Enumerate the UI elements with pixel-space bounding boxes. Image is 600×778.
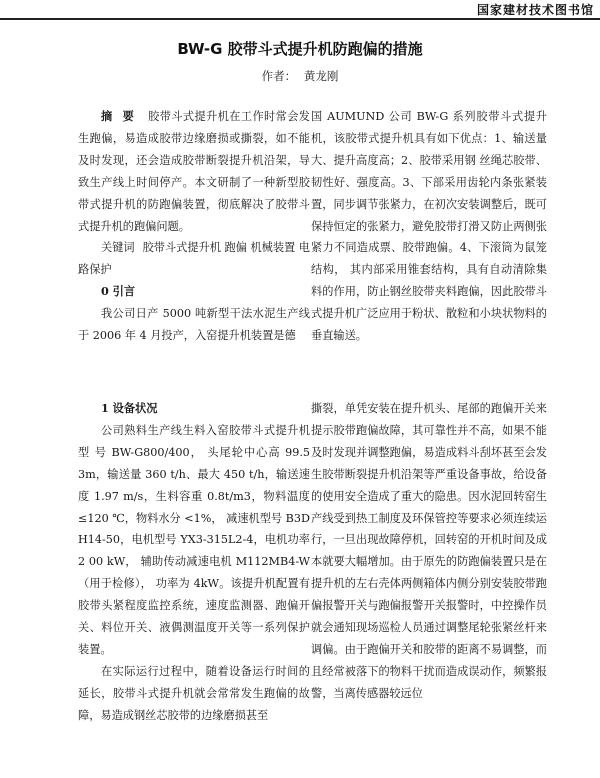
author-name: 黄龙刚: [303, 69, 339, 83]
left-column-upper: [78, 106, 310, 347]
section1-heading: 1 设备状况: [101, 401, 158, 415]
intro-paragraph: 我公司日产 5000 吨新型干法水泥生产线于 2006 年 4 月投产，入窑提升机装置是德: [78, 307, 310, 343]
keywords-text: 胶带斗式提升机 跑偏 机械装置 电路保护: [78, 241, 310, 277]
author-label: 作者：: [261, 69, 297, 83]
intro-heading: 0 引言: [101, 284, 136, 299]
library-header-label: 国家建材技术图书馆: [476, 3, 594, 17]
author-line: [0, 68, 600, 84]
left-column-lower: [78, 398, 310, 727]
section1-continuation: 撕裂，单凭安装在提升机头、尾部的跑偏开关来提示胶带跑偏故障，其可靠性并不高，如果不能及时发现并调整跑偏，易造成料斗刮坏甚至会发生胶带断裂提升机沿架等严重设备事故，给设备的使用安全造成了重大的隐患。因水泥回转窑生产线受到热工制度及环保管控等要求必须连续运行，一旦出现故障停机，回转窑的开机时间及成本就要大幅增加。由于原先的防跑偏装置只是在提升机的左右壳体两侧箱体内侧分别安装胶带跑偏报警开关与跑偏报警开关报警时，中控操作员就会通知现场巡检人员通过调整尾轮张紧丝杆来调偏。由于跑偏开关和胶带的距离不易调整，而且经常被落下的物料干扰而造成误动作，频繁报警，当离传感器较远位: [311, 402, 547, 700]
abstract-label: 摘要: [101, 109, 145, 123]
section1-paragraph-1: 公司熟料生产线生料入窑胶带斗式提升机型 号 BW-G800/400， 头尾轮中心高 99.5 3m，输送量 360 t/h、最大 450 t/h，输送速度 1.97 m/s，生料容重 0.8t/m3，物料温度 ≤120 ℃，物料水分 <1%， 减速机型号 B3D H14-50，电机型号 YX3-315L2-4，电机功率 2 00 kW， 辅助传动减速电机 M112MB4-W（用于检修）， 功率为 4kW。该提升机配置有胶带头紧程度监控系统，速度监测器、跑偏开关、料位开关、液偶测温度开关等一系列保护装置。: [78, 423, 310, 656]
intro-continuation: 国 AUMUND 公司 BW-G 系列胶带斗式提升机，该胶带式提升机具有如下优点：1、输送量大、提升高度高；2、胶带采用钢 丝绳芯胶带、韧性好、强度高。3、下部采用齿轮内条张紧装置，同步调节张紧力，在初次安装调整后，既可保持恒定的张紧力，避免胶带打滑又防止两侧张紧力不同造成票、胶带跑偏。4、下滚筒为鼠笼结构， 其内部采用锥套结构，具有自动清除集料的作用，防止钢丝胶带夹料跑偏，因此胶带斗式提升机广泛应用于粉状、散粒和小块状物料的垂直输送。: [311, 110, 547, 343]
page-header-band: [0, 0, 600, 20]
keywords-paragraph: [78, 237, 310, 281]
right-column-lower: [311, 398, 547, 705]
abstract-paragraph: [78, 106, 310, 237]
article-title: BW-G 胶带斗式提升机防跑偏的措施: [177, 40, 423, 58]
right-column-upper: [311, 106, 547, 347]
section1-paragraph-2: 在实际运行过程中，随着设备运行时间的延长，胶带斗式提升机就会常常发生跑偏的故障，易造成钢丝芯胶带的边缘磨损甚至: [78, 664, 310, 722]
abstract-text: 胶带斗式提升机在工作时常会发生跑偏，易造成胶带边缘磨损或撕裂，如不能及时发现，还会造成胶带断裂提升机沿架，导致生产线上时间停产。本文研制了一种新型胶带式提升机的防跑偏装置，彻底解决了胶带斗式提升机的跑偏问题。: [78, 110, 310, 233]
keywords-label: 关键词: [101, 241, 135, 255]
